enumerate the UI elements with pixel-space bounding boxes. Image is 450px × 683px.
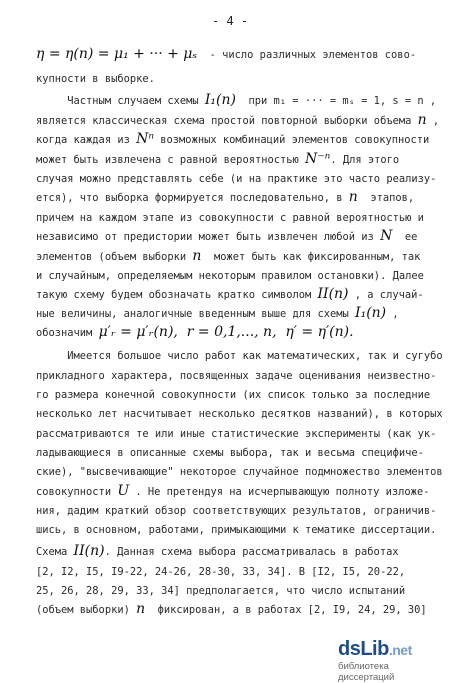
text-line [36, 465, 443, 479]
text-line [36, 269, 424, 283]
handwritten-formula: U [117, 483, 130, 499]
watermark-logo: dsLib.net [338, 638, 412, 660]
line-text: (объем выборки) [36, 604, 137, 616]
line-text: Частным случаем схемы [36, 95, 205, 107]
handwritten-formula: n [417, 112, 427, 128]
line-text: фиксирован, а в работах [2, I9, 24, 29, 30] [145, 604, 427, 616]
line-text: . Не претендуя на исчерпывающую полноту изложе- [129, 486, 430, 498]
handwritten-formula: n [348, 189, 358, 205]
line-text: рассматриваются те или иные статистические эксперименты (как ук- [36, 428, 437, 440]
line-text: такую схему будем обозначать кратко символом [36, 289, 318, 301]
line-text: случая можно представлять себе (и на практике это часто реализу- [36, 173, 437, 185]
text-line [36, 485, 429, 499]
line-text: при m₁ = ··· = mₛ = 1, s = n , [236, 95, 437, 107]
line-text: [2, I2, I5, I9-22, 24-26, 28-30, 33, 34]. В [I2, I5, 20-22, [36, 566, 406, 578]
text-line [36, 72, 155, 86]
line-text: прикладного характера, посвященных задаче оценивания неизвестно- [36, 370, 437, 382]
text-line [36, 94, 436, 108]
line-text: элементов (объем выборки [36, 251, 193, 263]
line-text: . Для этого [330, 154, 400, 166]
line-text: обозначим [36, 327, 99, 339]
handwritten-formula: n [192, 248, 202, 264]
handwritten-formula: N [380, 228, 393, 244]
handwritten-formula: μ′ᵣ = μ′ᵣ(n), r = 0,1,..., n, η′ = η′(n). [98, 324, 354, 340]
line-text: может быть извлечена с равной вероятностью [36, 154, 305, 166]
text-line [36, 114, 439, 128]
handwritten-formula: I₁(n) [355, 305, 387, 321]
handwritten-formula: η = η(n) = μ₁ + ··· + μₛ [36, 46, 198, 62]
line-text: является классическая схема простой повторной выборки объема [36, 115, 418, 127]
line-text: , [426, 115, 440, 127]
handwritten-formula: n [136, 601, 146, 617]
text-line [36, 230, 417, 244]
handwritten-formula: II(n) [317, 286, 349, 302]
line-text: и случайным, определяемым некоторым правилом остановки). Далее [36, 270, 424, 282]
text-line [36, 603, 427, 617]
line-text: Имеется большое число работ как математических, так и сугубо [36, 350, 443, 362]
line-text: ные величины, аналогичные введенным выше для схемы [36, 308, 356, 320]
line-text: ния, дадим краткий обзор соответствующих результатов, ограничив- [36, 505, 437, 517]
text-line [36, 250, 420, 264]
text-line [36, 349, 443, 363]
line-text: , а случай- [348, 289, 424, 301]
line-text: возможных комбинаций элементов совокупности [154, 134, 430, 146]
text-line [36, 565, 405, 579]
text-line [36, 48, 416, 62]
text-line [36, 307, 399, 321]
line-text: го размера конечной совокупности (их список только за последние [36, 389, 431, 401]
line-text: несколько лет насчитывает несколько десятков названий), в которых [36, 408, 443, 420]
text-line [36, 504, 436, 518]
text-line [36, 523, 436, 537]
page-number: - 4 - [212, 14, 249, 28]
line-text: . Данная схема выбора рассматривалась в работах [104, 546, 399, 558]
text-line [36, 211, 424, 225]
line-text: , [386, 308, 399, 320]
text-line [36, 584, 405, 598]
text-line [36, 191, 414, 205]
text-line [36, 133, 429, 147]
dslib-watermark[interactable] [338, 638, 446, 683]
text-line [36, 369, 436, 383]
line-text: ладывающиеся в описанные схемы выбора, так и весьма специфиче- [36, 447, 424, 459]
line-text: шись, в основном, работами, примыкающими к тематике диссертации. [36, 524, 437, 536]
line-text: причем на каждом этапе из совокупности с равной вероятностью и [36, 212, 424, 224]
line-text: 25, 26, 28, 29, 33, 34] предполагается, что число испытаний [36, 585, 406, 597]
text-line [36, 407, 443, 421]
handwritten-formula: Nⁿ [136, 131, 155, 147]
line-text: этапов, [357, 192, 415, 204]
handwritten-formula: I₁(n) [204, 92, 236, 108]
line-text: совокупности [36, 486, 118, 498]
text-line [36, 545, 399, 559]
text-line [36, 446, 424, 460]
line-text: независимо от предистории может быть извлечен любой из [36, 231, 381, 243]
line-text: ее [392, 231, 418, 243]
line-text: - число различных элементов сово- [197, 49, 417, 61]
line-text: Схема [36, 546, 74, 558]
line-text: купности в выборке. [36, 73, 155, 85]
text-line [36, 388, 430, 402]
line-text: ские), "высвечивающие" некоторое случайное подмножество элементов [36, 466, 443, 478]
watermark-caption: библиотека диссертаций [338, 661, 395, 683]
line-text: может быть как фиксированным, так [201, 251, 421, 263]
text-line [36, 288, 424, 302]
line-text: когда каждая из [36, 134, 137, 146]
handwritten-formula: II(n) [73, 543, 105, 559]
text-line [36, 172, 436, 186]
text-line [36, 326, 354, 340]
text-line [36, 427, 436, 441]
line-text: ется), что выборка формируется последовательно, в [36, 192, 349, 204]
handwritten-formula: N⁻ⁿ [305, 151, 331, 167]
text-line [36, 153, 399, 167]
